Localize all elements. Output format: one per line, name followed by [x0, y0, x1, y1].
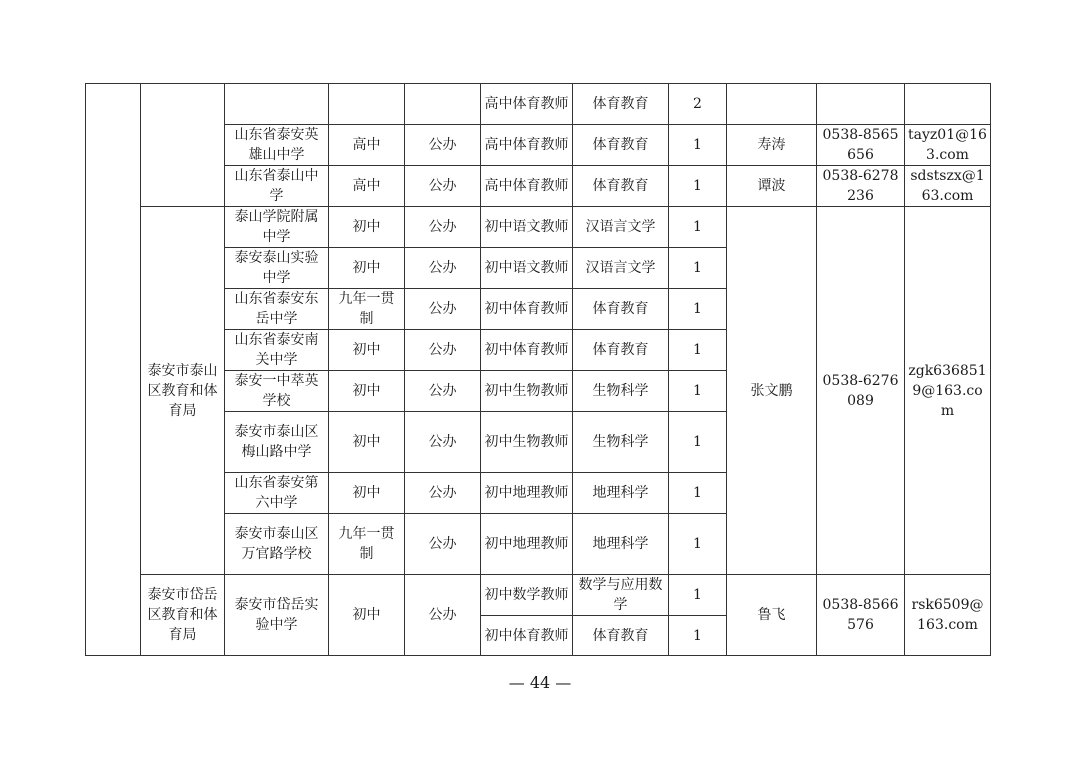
post-cell: 初中地理教师: [481, 473, 573, 514]
type-cell: 公办: [405, 371, 481, 412]
type-cell: 公办: [405, 289, 481, 330]
major-cell: 体育教育: [573, 84, 669, 125]
email-cell: sdstszx@163.com: [905, 166, 991, 207]
phone-cell: 0538-8565656: [817, 125, 905, 166]
major-cell: 体育教育: [573, 125, 669, 166]
department-cell: 泰安市岱岳区教育和体育局: [141, 575, 225, 656]
count-cell: 2: [669, 84, 727, 125]
school-cell: 山东省泰安第六中学: [225, 473, 329, 514]
email-cell: zgk6368519@163.com: [905, 207, 991, 575]
level-cell: 初中: [329, 473, 405, 514]
department-cell: [141, 84, 225, 207]
post-cell: 初中体育教师: [481, 289, 573, 330]
major-cell: 生物科学: [573, 371, 669, 412]
count-cell: 1: [669, 575, 727, 616]
phone-cell: [817, 84, 905, 125]
phone-cell: 0538-6278236: [817, 166, 905, 207]
level-cell: 初中: [329, 371, 405, 412]
school-cell: 泰安一中萃英学校: [225, 371, 329, 412]
school-cell: 山东省泰山中学: [225, 166, 329, 207]
count-cell: 1: [669, 289, 727, 330]
school-cell: [225, 84, 329, 125]
major-cell: 体育教育: [573, 330, 669, 371]
level-cell: 高中: [329, 125, 405, 166]
contact-cell: [727, 84, 817, 125]
contact-cell: 鲁飞: [727, 575, 817, 656]
post-cell: 高中体育教师: [481, 166, 573, 207]
school-cell: 泰安市泰山区万官路学校: [225, 514, 329, 575]
post-cell: 初中体育教师: [481, 330, 573, 371]
email-cell: [905, 84, 991, 125]
type-cell: 公办: [405, 248, 481, 289]
count-cell: 1: [669, 125, 727, 166]
count-cell: 1: [669, 248, 727, 289]
post-cell: 初中生物教师: [481, 371, 573, 412]
type-cell: 公办: [405, 166, 481, 207]
major-cell: 地理科学: [573, 473, 669, 514]
type-cell: [405, 84, 481, 125]
email-cell: tayz01@163.com: [905, 125, 991, 166]
level-cell: [329, 84, 405, 125]
major-cell: 地理科学: [573, 514, 669, 575]
post-cell: 初中体育教师: [481, 616, 573, 656]
count-cell: 1: [669, 616, 727, 656]
level-cell: 九年一贯制: [329, 289, 405, 330]
count-cell: 1: [669, 371, 727, 412]
phone-cell: 0538-6276089: [817, 207, 905, 575]
count-cell: 1: [669, 166, 727, 207]
type-cell: 公办: [405, 207, 481, 248]
school-cell: 泰安市岱岳实验中学: [225, 575, 329, 656]
region-cell: [86, 84, 141, 656]
count-cell: 1: [669, 330, 727, 371]
table-row: [86, 575, 991, 616]
count-cell: 1: [669, 473, 727, 514]
table-row: [86, 207, 991, 248]
post-cell: 初中生物教师: [481, 412, 573, 473]
level-cell: 初中: [329, 412, 405, 473]
school-cell: 泰山学院附属中学: [225, 207, 329, 248]
post-cell: 高中体育教师: [481, 84, 573, 125]
count-cell: 1: [669, 207, 727, 248]
major-cell: 体育教育: [573, 166, 669, 207]
level-cell: 初中: [329, 207, 405, 248]
type-cell: 公办: [405, 575, 481, 656]
type-cell: 公办: [405, 330, 481, 371]
school-cell: 泰安市泰山区梅山路中学: [225, 412, 329, 473]
school-cell: 山东省泰安英雄山中学: [225, 125, 329, 166]
contact-cell: 谭波: [727, 166, 817, 207]
major-cell: 数学与应用数学: [573, 575, 669, 616]
school-cell: 山东省泰安南关中学: [225, 330, 329, 371]
major-cell: 汉语言文学: [573, 248, 669, 289]
post-cell: 初中语文教师: [481, 207, 573, 248]
level-cell: 初中: [329, 330, 405, 371]
type-cell: 公办: [405, 412, 481, 473]
email-cell: rsk6509@163.com: [905, 575, 991, 656]
recruitment-table: [85, 83, 991, 656]
major-cell: 生物科学: [573, 412, 669, 473]
level-cell: 初中: [329, 575, 405, 656]
post-cell: 初中数学教师: [481, 575, 573, 616]
post-cell: 高中体育教师: [481, 125, 573, 166]
major-cell: 体育教育: [573, 616, 669, 656]
count-cell: 1: [669, 514, 727, 575]
level-cell: 高中: [329, 166, 405, 207]
department-cell: 泰安市泰山区教育和体育局: [141, 207, 225, 575]
level-cell: 初中: [329, 248, 405, 289]
type-cell: 公办: [405, 473, 481, 514]
major-cell: 体育教育: [573, 289, 669, 330]
page-number: — 44 —: [508, 673, 572, 692]
post-cell: 初中地理教师: [481, 514, 573, 575]
count-cell: 1: [669, 412, 727, 473]
school-cell: 山东省泰安东岳中学: [225, 289, 329, 330]
contact-cell: 张文鹏: [727, 207, 817, 575]
type-cell: 公办: [405, 514, 481, 575]
contact-cell: 寿涛: [727, 125, 817, 166]
table-row: [86, 84, 991, 125]
type-cell: 公办: [405, 125, 481, 166]
level-cell: 九年一贯制: [329, 514, 405, 575]
post-cell: 初中语文教师: [481, 248, 573, 289]
school-cell: 泰安泰山实验中学: [225, 248, 329, 289]
phone-cell: 0538-8566576: [817, 575, 905, 656]
major-cell: 汉语言文学: [573, 207, 669, 248]
